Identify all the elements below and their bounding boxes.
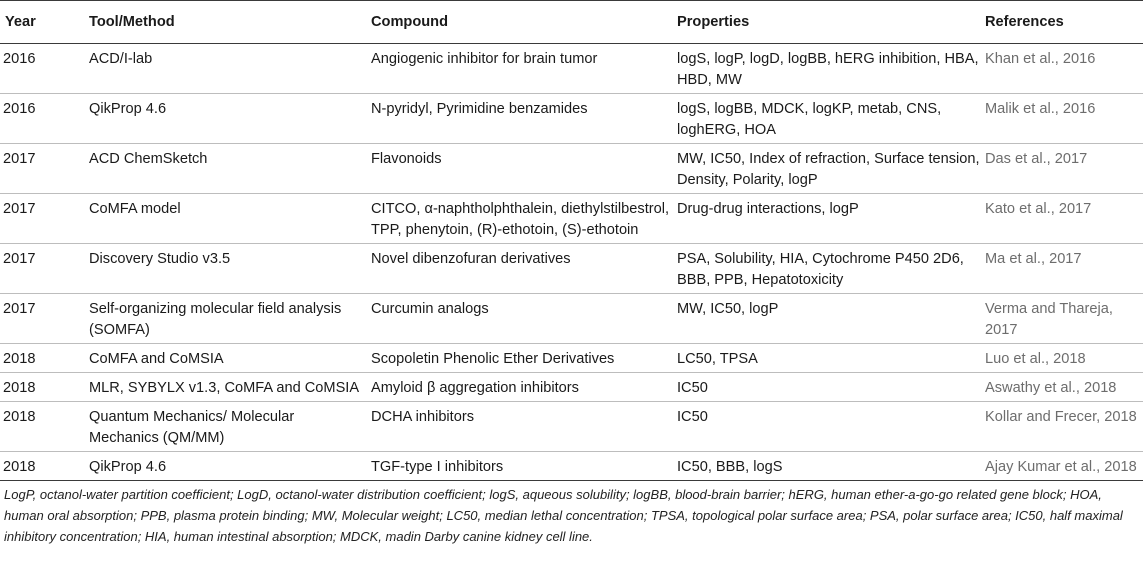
cell-tool: CoMFA model [86,194,366,244]
cell-year: 2018 [0,402,86,452]
cell-compound: DCHA inhibitors [366,402,672,452]
cell-reference-link[interactable]: Kollar and Frecer, 2018 [980,402,1143,452]
header-references: References [980,1,1143,44]
header-properties: Properties [672,1,980,44]
cell-year: 2018 [0,373,86,402]
cell-reference-link[interactable]: Luo et al., 2018 [980,344,1143,373]
cell-reference-link[interactable]: Malik et al., 2016 [980,94,1143,144]
header-tool: Tool/Method [86,1,366,44]
cell-properties: Drug-drug interactions, logP [672,194,980,244]
cell-properties: PSA, Solubility, HIA, Cytochrome P450 2D6, BBB, PPB, Hepatotoxicity [672,244,980,294]
cell-properties: logS, logBB, MDCK, logKP, metab, CNS, loghERG, HOA [672,94,980,144]
cell-compound: Curcumin analogs [366,294,672,344]
header-year: Year [0,1,86,44]
cell-year: 2018 [0,344,86,373]
cell-tool: ACD/I-lab [86,44,366,94]
cell-year: 2017 [0,194,86,244]
cell-year: 2017 [0,294,86,344]
cell-compound: Novel dibenzofuran derivatives [366,244,672,294]
cell-reference-link[interactable]: Ajay Kumar et al., 2018 [980,452,1143,481]
cell-tool: ACD ChemSketch [86,144,366,194]
cell-reference-link[interactable]: Das et al., 2017 [980,144,1143,194]
table-row [0,294,1143,344]
table-row [0,44,1143,94]
cell-properties: IC50, BBB, logS [672,452,980,481]
cell-compound: TGF-type I inhibitors [366,452,672,481]
cell-properties: LC50, TPSA [672,344,980,373]
cell-compound: Amyloid β aggregation inhibitors [366,373,672,402]
header-row [0,1,1143,44]
cell-tool: QikProp 4.6 [86,452,366,481]
cell-properties: MW, IC50, logP [672,294,980,344]
cell-reference-link[interactable]: Verma and Thareja, 2017 [980,294,1143,344]
cell-properties: MW, IC50, Index of refraction, Surface tension, Density, Polarity, logP [672,144,980,194]
cell-properties: IC50 [672,402,980,452]
cell-tool: QikProp 4.6 [86,94,366,144]
cell-year: 2017 [0,244,86,294]
table-row [0,452,1143,481]
cell-year: 2016 [0,44,86,94]
cell-reference-link[interactable]: Aswathy et al., 2018 [980,373,1143,402]
cell-reference-link[interactable]: Ma et al., 2017 [980,244,1143,294]
cell-compound: N-pyridyl, Pyrimidine benzamides [366,94,672,144]
cell-tool: Self-organizing molecular field analysis (SOMFA) [86,294,366,344]
cell-tool: Quantum Mechanics/ Molecular Mechanics (QM/MM) [86,402,366,452]
table-row [0,344,1143,373]
cell-properties: IC50 [672,373,980,402]
table-row [0,194,1143,244]
cell-reference-link[interactable]: Khan et al., 2016 [980,44,1143,94]
cell-compound: CITCO, α-naphtholphthalein, diethylstilbestrol, TPP, phenytoin, (R)-ethotoin, (S)-ethotoin [366,194,672,244]
cell-tool: MLR, SYBYLX v1.3, CoMFA and CoMSIA [86,373,366,402]
table-footnote: LogP, octanol-water partition coefficient; LogD, octanol-water distribution coefficient; logS, aqueous solubility; logBB, blood-brain barrier; hERG, human ether-a-go-go related gene block; HOA, human oral absorption; PPB, plasma protein binding; MW, Molecular weight; LC50, median lethal concentration; TPSA, topological polar surface area; PSA, polar surface area; IC50, half maximal inhibitory concentration; HIA, human intestinal absorption; MDCK, madin Darby canine kidney cell line. [4,487,1123,544]
cell-compound: Scopoletin Phenolic Ether Derivatives [366,344,672,373]
cell-year: 2017 [0,144,86,194]
table-row [0,244,1143,294]
cell-compound: Flavonoids [366,144,672,194]
cell-properties: logS, logP, logD, logBB, hERG inhibition, HBA, HBD, MW [672,44,980,94]
table-row [0,94,1143,144]
cell-tool: Discovery Studio v3.5 [86,244,366,294]
cell-reference-link[interactable]: Kato et al., 2017 [980,194,1143,244]
cell-compound: Angiogenic inhibitor for brain tumor [366,44,672,94]
table-row [0,402,1143,452]
table-row [0,144,1143,194]
cell-tool: CoMFA and CoMSIA [86,344,366,373]
cell-year: 2018 [0,452,86,481]
cell-year: 2016 [0,94,86,144]
header-compound: Compound [366,1,672,44]
table-row [0,373,1143,402]
